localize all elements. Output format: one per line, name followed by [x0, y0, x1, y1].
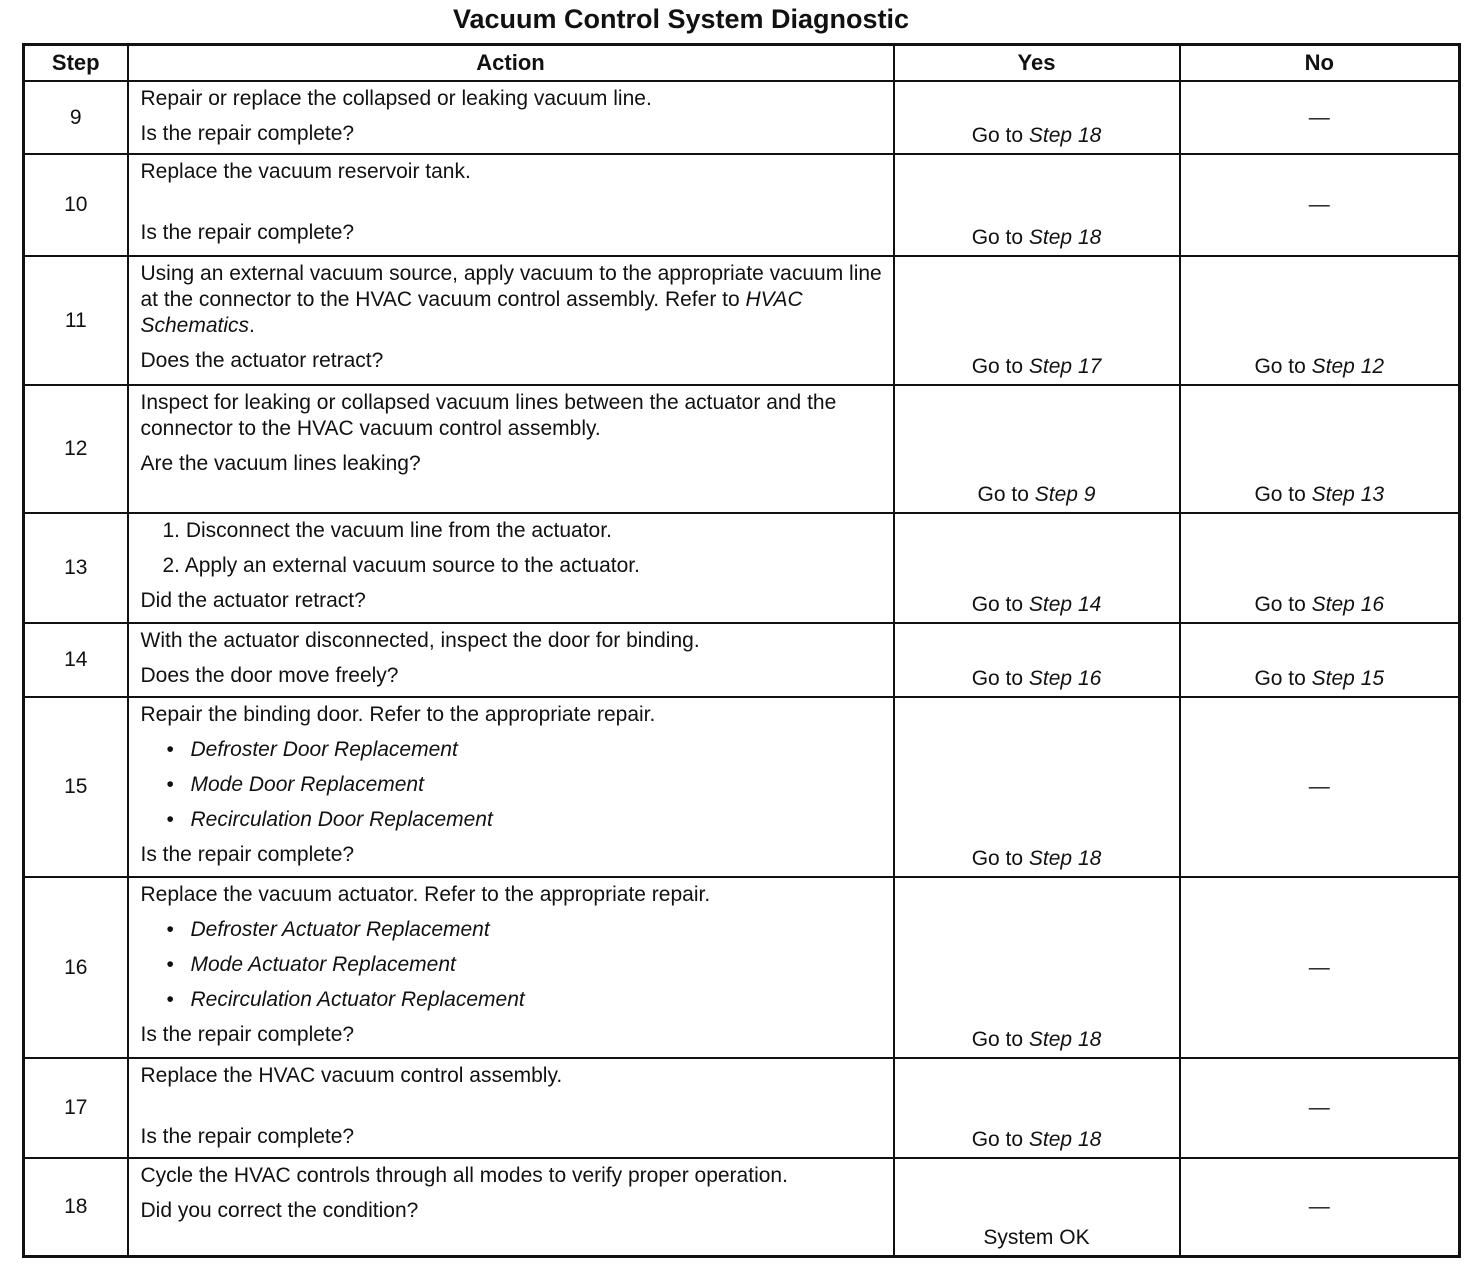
yes-cell	[894, 385, 1180, 513]
yes-step-link[interactable]: Step 18	[1028, 1028, 1102, 1051]
yes-cell	[894, 513, 1180, 623]
no-prefix: Go to	[1254, 667, 1306, 690]
no-step-link[interactable]: Step 12	[1311, 355, 1385, 378]
header-row	[24, 45, 1460, 82]
yes-cell	[894, 154, 1180, 256]
no-step-link[interactable]: Step 13	[1311, 483, 1385, 506]
yes-prefix: Go to	[971, 1028, 1024, 1051]
no-cell	[1180, 256, 1460, 385]
yes-cell	[894, 877, 1180, 1058]
action-cell	[128, 154, 894, 256]
no-cell	[1180, 513, 1460, 623]
action-question: Does the door move freely?	[140, 664, 399, 687]
action-instruction: Inspect for leaking or collapsed vacuum lines between the actuator and the connector to the HVAC vacuum control assembly.	[140, 391, 837, 440]
step-number: 13	[24, 513, 128, 623]
action-question: Does the actuator retract?	[140, 349, 384, 372]
yes-cell	[894, 697, 1180, 877]
action-cell	[128, 1058, 894, 1158]
yes-step-link[interactable]: Step 17	[1028, 355, 1102, 378]
action-instruction: Using an external vacuum source, apply vacuum to the appropriate vacuum line at the connector to the HVAC vacuum control assembly. Refer to HVAC Schematics.	[140, 262, 882, 337]
bullet-item[interactable]: • Recirculation Door Replacement	[166, 808, 493, 831]
reference-link[interactable]: HVAC Schematics	[140, 288, 803, 337]
action-cell	[128, 877, 894, 1058]
step-number: 12	[24, 385, 128, 513]
table-row	[24, 697, 1460, 877]
no-cell: —	[1180, 154, 1460, 256]
no-cell	[1180, 385, 1460, 513]
table-row	[24, 385, 1460, 513]
step-number: 11	[24, 256, 128, 385]
yes-prefix: Go to	[971, 226, 1024, 249]
yes-prefix: Go to	[977, 483, 1029, 506]
yes-step-link[interactable]: Step 9	[1034, 483, 1096, 506]
bullet-item[interactable]: • Mode Door Replacement	[166, 773, 424, 796]
step-number: 16	[24, 877, 128, 1058]
table-row	[24, 154, 1460, 256]
header-action: Action	[128, 45, 894, 82]
action-question: Is the repair complete?	[140, 843, 355, 866]
action-cell	[128, 385, 894, 513]
yes-step-link[interactable]: Step 18	[1028, 226, 1102, 249]
header-yes: Yes	[894, 45, 1180, 82]
table-row	[24, 81, 1460, 154]
no-step-link[interactable]: Step 15	[1311, 667, 1385, 690]
bullet-item[interactable]: • Mode Actuator Replacement	[166, 953, 456, 976]
table-row	[24, 256, 1460, 385]
action-instruction: Replace the vacuum reservoir tank.	[140, 160, 471, 183]
yes-cell	[894, 1058, 1180, 1158]
yes-step-link[interactable]: Step 14	[1028, 593, 1102, 616]
page-title: Vacuum Control System Diagnostic	[452, 4, 910, 34]
yes-cell: System OK	[894, 1158, 1180, 1256]
bullet-item[interactable]: • Defroster Actuator Replacement	[166, 918, 490, 941]
yes-prefix: Go to	[971, 847, 1024, 870]
action-instruction: Replace the vacuum actuator. Refer to the appropriate repair.	[140, 883, 711, 906]
yes-cell	[894, 623, 1180, 697]
yes-prefix: Go to	[971, 593, 1024, 616]
no-cell: —	[1180, 81, 1460, 154]
no-cell	[1180, 623, 1460, 697]
no-prefix: Go to	[1254, 483, 1306, 506]
action-question: Did the actuator retract?	[140, 589, 366, 612]
table-row	[24, 623, 1460, 697]
no-step-link[interactable]: Step 16	[1311, 593, 1385, 616]
table-row	[24, 1158, 1460, 1256]
yes-step-link[interactable]: Step 16	[1028, 667, 1102, 690]
yes-cell	[894, 81, 1180, 154]
step-number: 18	[24, 1158, 128, 1256]
diagnostic-table	[22, 43, 1461, 1258]
yes-prefix: Go to	[971, 667, 1024, 690]
yes-step-link[interactable]: Step 18	[1028, 847, 1102, 870]
no-cell: —	[1180, 1058, 1460, 1158]
bullet-item[interactable]: • Recirculation Actuator Replacement	[166, 988, 525, 1011]
no-prefix: Go to	[1254, 355, 1306, 378]
action-question: Is the repair complete?	[140, 1023, 355, 1046]
action-cell	[128, 81, 894, 154]
action-cell	[128, 1158, 894, 1256]
action-instruction: Repair or replace the collapsed or leaking vacuum line.	[140, 87, 652, 110]
action-instruction: Cycle the HVAC controls through all modes to verify proper operation.	[140, 1164, 788, 1187]
yes-cell	[894, 256, 1180, 385]
yes-step-link[interactable]: Step 18	[1028, 1128, 1102, 1151]
step-number: 15	[24, 697, 128, 877]
header-step: Step	[24, 45, 128, 82]
numbered-step: 1. Disconnect the vacuum line from the actuator.	[162, 519, 612, 542]
no-cell: —	[1180, 877, 1460, 1058]
action-question: Did you correct the condition?	[140, 1199, 419, 1222]
table-row	[24, 513, 1460, 623]
table-row	[24, 877, 1460, 1058]
step-number: 10	[24, 154, 128, 256]
yes-prefix: Go to	[971, 1128, 1024, 1151]
no-cell: —	[1180, 1158, 1460, 1256]
action-cell	[128, 697, 894, 877]
action-cell	[128, 623, 894, 697]
header-no: No	[1180, 45, 1460, 82]
no-prefix: Go to	[1254, 593, 1306, 616]
table-row	[24, 1058, 1460, 1158]
numbered-step: 2. Apply an external vacuum source to the actuator.	[162, 554, 640, 577]
action-question: Is the repair complete?	[140, 1125, 355, 1148]
yes-step-link[interactable]: Step 18	[1028, 124, 1102, 147]
action-cell	[128, 513, 894, 623]
action-question: Are the vacuum lines leaking?	[140, 452, 421, 475]
step-number: 17	[24, 1058, 128, 1158]
yes-prefix: Go to	[971, 355, 1024, 378]
action-instruction: Replace the HVAC vacuum control assembly.	[140, 1064, 563, 1087]
no-cell: —	[1180, 697, 1460, 877]
yes-prefix: Go to	[971, 124, 1024, 147]
step-number: 14	[24, 623, 128, 697]
step-number: 9	[24, 81, 128, 154]
bullet-item[interactable]: • Defroster Door Replacement	[166, 738, 458, 761]
action-cell	[128, 256, 894, 385]
action-question: Is the repair complete?	[140, 122, 355, 145]
action-instruction: Repair the binding door. Refer to the appropriate repair.	[140, 703, 656, 726]
action-instruction: With the actuator disconnected, inspect the door for binding.	[140, 629, 700, 652]
action-question: Is the repair complete?	[140, 221, 355, 244]
